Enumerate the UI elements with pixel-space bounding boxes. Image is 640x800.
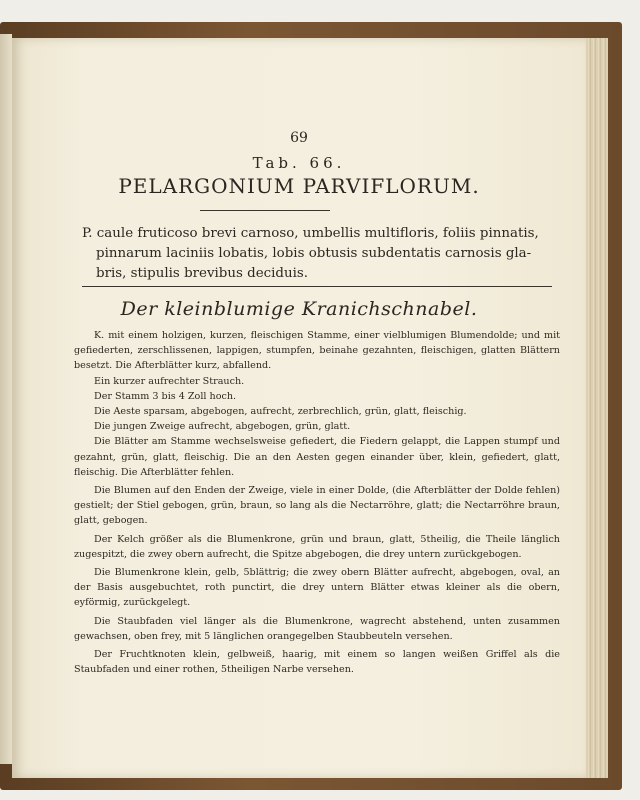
german-title: Der kleinblumige Kranichschnabel. xyxy=(120,298,478,320)
paragraph: Die Blumen auf den Enden der Zweige, viele in einer Dolde, (die Afterblätter der Dolde fehlen) gestielt; der Stiel gebogen, grün, braun, so lang als die Nectarröhre, glatt; die Nectarröhre braun, glatt, gebogen. xyxy=(74,485,560,527)
description-body xyxy=(74,328,560,677)
paragraph: Der Fruchtknoten klein, gelbweiß, haarig, mit einem so langen weißen Griffel als die Staubfaden und einer rothen, 5theiligen Narbe versehen. xyxy=(74,649,560,676)
latin-line: bris, stipulis brevibus deciduis. xyxy=(96,266,309,281)
book-page xyxy=(12,38,586,778)
paragraph: Der Stamm 3 bis 4 Zoll hoch. xyxy=(94,390,237,402)
paragraph: Die Blätter am Stamme wechselsweise gefiedert, die Fiedern gelappt, die Lappen stumpf und gezahnt, grün, glatt, fleischig. Die an den Aesten gegen einander über, klein, gefiedert, glatt, fleischig. Die Afterblätter fehlen. xyxy=(74,436,560,478)
latin-line: P. caule fruticoso brevi carnoso, umbellis multifloris, foliis pinnatis, xyxy=(82,226,539,241)
paragraph: Die jungen Zweige aufrecht, abgebogen, grün, glatt. xyxy=(94,421,351,433)
paragraph: Ein kurzer aufrechter Strauch. xyxy=(94,375,245,387)
paragraph: Die Staubfaden viel länger als die Blumenkrone, wagrecht abstehend, unten zusammen gewachsen, oben frey, mit 5 länglichen orangegelben Staubbeuteln versehen. xyxy=(74,615,560,642)
paragraph: Die Blumenkrone klein, gelb, 5blättrig; die zwey obern Blätter aufrecht, abgebogen, oval, an der Basis ausgebuchtet, roth punctirt, die drey untern Blätter etwas kleiner als die obern, eyförmig, zurückgelegt. xyxy=(74,567,560,609)
page-title: PELARGONIUM PARVIFLORUM. xyxy=(118,174,480,198)
paragraph: K. mit einem holzigen, kurzen, fleischigen Stamme, einer vielblumigen Blumendolde; und mit gefiederten, zerschlissenen, lappigen, stumpfen, beinahe gezahnten, fleischigen, glatten Blättern besetzt. Die Afterblätter kurz, abfallend. xyxy=(74,330,560,372)
paragraph: Die Aeste sparsam, abgebogen, aufrecht, zerbrechlich, grün, glatt, fleischig. xyxy=(94,406,467,418)
facing-page-edge xyxy=(0,34,12,764)
latin-line: pinnarum laciniis lobatis, lobis obtusis subdentatis carnosis gla- xyxy=(96,246,532,261)
plate-label: Tab. 66. xyxy=(252,154,346,172)
page-number: 69 xyxy=(290,130,308,146)
title-rule xyxy=(200,210,330,211)
latin-description xyxy=(82,224,552,284)
paragraph: Der Kelch größer als die Blumenkrone, grün und braun, glatt, 5theilig, die Theile länglich zugespitzt, die zwey obern aufrecht, die Spitze abgebogen, die drey untern zurückgebogen. xyxy=(74,533,560,560)
section-divider xyxy=(82,286,552,287)
